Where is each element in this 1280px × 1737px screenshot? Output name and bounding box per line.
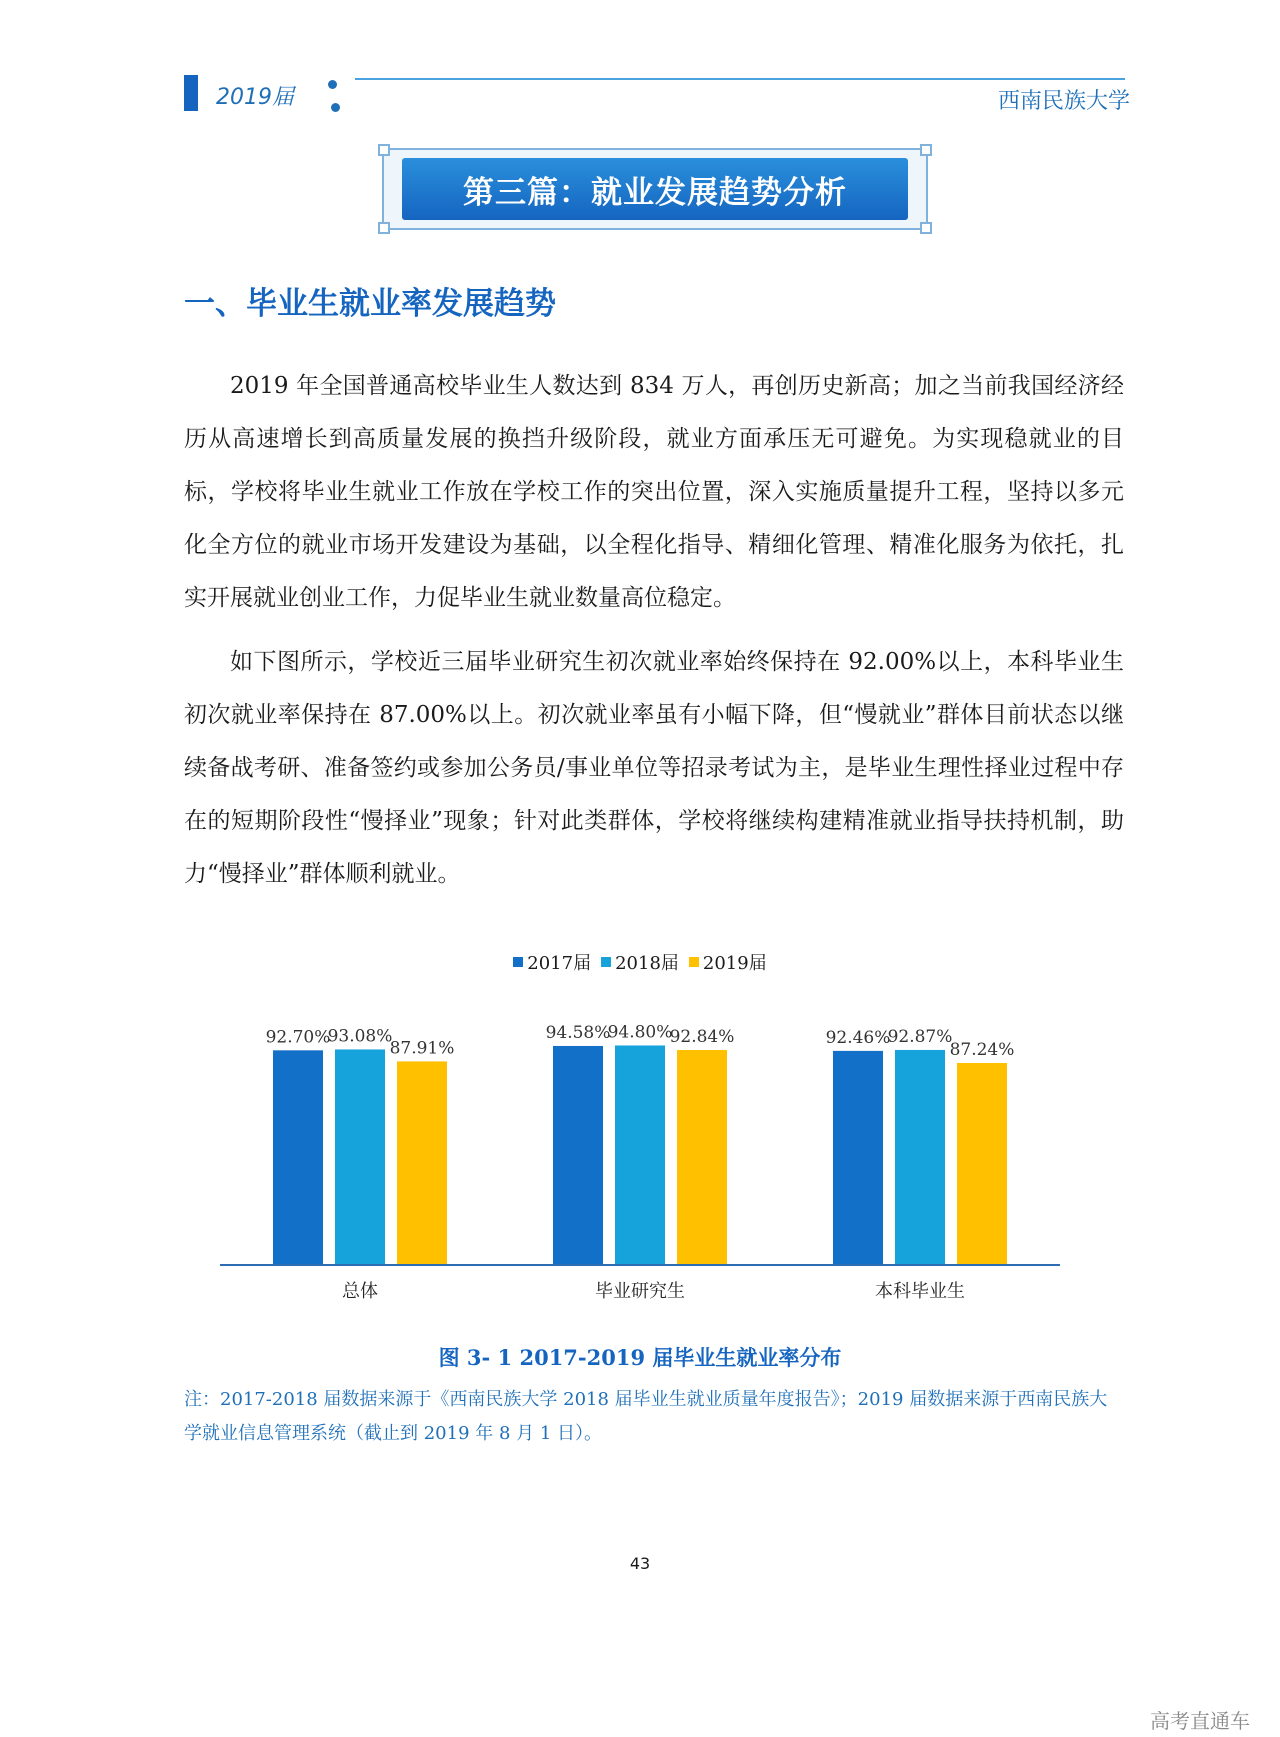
data-label: 92.46% [825,1027,891,1048]
watermark: 高考直通车 [1150,1709,1250,1733]
part-title: 第三篇：就业发展趋势分析 [463,174,847,211]
legend-item [601,949,679,975]
data-label: 87.24% [949,1039,1015,1060]
bar [833,1051,883,1265]
bar [895,1050,945,1265]
legend-item [689,949,767,975]
paragraph-1: 2019 年全国普通高校毕业生人数达到 834 万人，再创历史新高；加之当前我国经济经历从高速增长到高质量发展的换挡升级阶段，就业方面承压无可避免。为实现稳就业的目标，学校将毕业生就业工作放在学校工作的突出位置，深入实施质量提升工程，坚持以多元化全方位的就业市场开发建设为基础，以全程化指导、精细化管理、精准化服务为依托，扎实开展就业创业工作，力促毕业生就业数量高位稳定。 [184,373,1124,611]
banner-corner [378,222,390,234]
employment-rate-bar-chart [200,985,1080,1315]
bar [397,1061,447,1265]
banner-fill [402,158,908,220]
legend-label: 2017届 [527,953,592,974]
legend-item [513,949,591,975]
part-title-banner [382,148,928,230]
data-label: 93.08% [327,1026,393,1047]
x-tick-label: 本科毕业生 [875,1281,965,1302]
bar [273,1050,323,1265]
legend-swatch-2017 [513,957,523,967]
header-year: 2019届 [216,85,294,110]
data-label: 92.84% [669,1027,735,1048]
paragraph-2: 如下图所示，学校近三届毕业研究生初次就业率始终保持在 92.00%以上，本科毕业生初次就业率保持在 87.00%以上。初次就业率虽有小幅下降，但“慢就业”群体目前状态以继续备战考研、准备签约或参加公务员/事业单位等招录考试为主，是毕业生理性择业过程中存在的短期阶段性“慢择业”现象；针对此类群体，学校将继续构建精准就业指导扶持机制，助力“慢择业”群体顺利就业。 [184,649,1124,887]
legend-swatch-2018 [601,957,611,967]
banner-corner [378,144,390,156]
bar [957,1063,1007,1265]
section-title: 一、毕业生就业率发展趋势 [184,286,556,322]
legend-label: 2018届 [615,953,679,974]
bar [553,1046,603,1265]
legend-label: 2019届 [702,953,767,974]
legend-swatch-2019 [689,957,699,967]
data-label: 92.70% [265,1027,331,1048]
figure-caption: 图 3- 1 2017-2019 届毕业生就业率分布 [438,1345,842,1370]
header-dot [331,103,340,112]
header-accent-bar [184,75,198,111]
banner-corner [920,222,932,234]
page-number: 43 [629,1554,651,1573]
x-tick-label: 总体 [342,1281,378,1302]
data-label: 94.58% [545,1022,611,1043]
data-label: 92.87% [887,1026,953,1047]
chart-legend [0,949,1280,975]
bar [615,1045,665,1265]
figure-note: 注：2017-2018 届数据来源于《西南民族大学 2018 届毕业生就业质量年度报告》；2019 届数据来源于西南民族大学就业信息管理系统（截止到 2019 年 8 月 1 日）。 [184,1389,1108,1444]
header-school-name: 西南民族大学 [997,89,1130,114]
bar [677,1050,727,1265]
data-label: 87.91% [389,1038,455,1059]
data-label: 94.80% [607,1022,673,1043]
header-dot [328,80,337,89]
banner-corner [920,144,932,156]
header-rule [355,78,1125,80]
bar [335,1049,385,1265]
x-tick-label: 毕业研究生 [595,1281,685,1302]
